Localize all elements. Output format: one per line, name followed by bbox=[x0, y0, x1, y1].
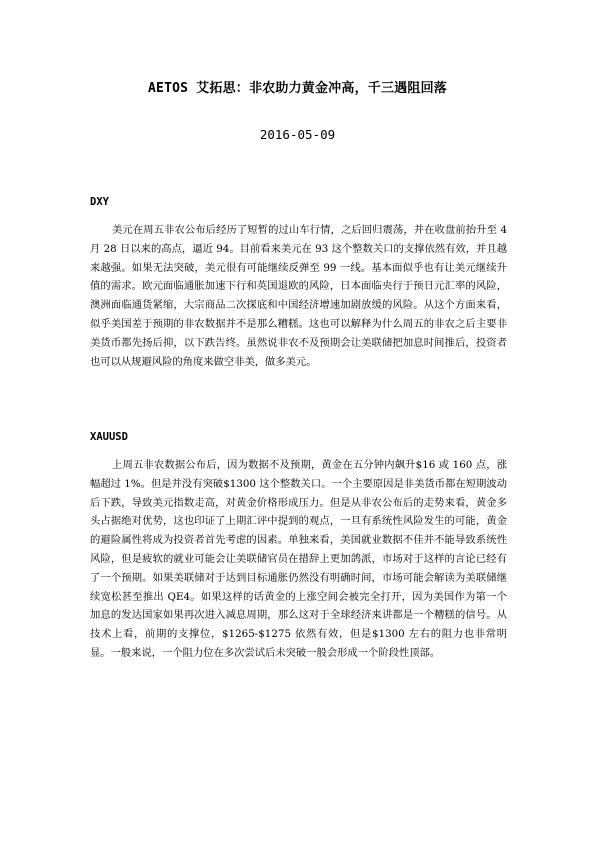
section-body-dxy: 美元在周五非农公布后经历了短暂的过山车行情，之后回归震荡，并在收盘前抬升至 4 月 28 日以来的高点，逼近 94。目前看来美元在 93 这个整数关口的支撑依然有效，并且越来越强。如果无法突破，美元很有可能继续反弹至 99 一线。基本面似乎也有让美元继续升值的需求。欧元面临通胀加速下行和英国退欧的风险，日本面临央行于预日元汇率的风险，澳洲面临通货紧缩，大宗商品二次探底和中国经济增速加剧放缓的风险。从这个方面来看，似乎美国差于预期的非农数据并不是那么糟糕。这也可以解释为什么周五的非农之后主要非美货币都先扬后抑，以下跌告终。虽然说非农不及预期会让美联储把加息时间推后，投资者也可以从规避风险的角度来做空非美，做多美元。 bbox=[90, 224, 507, 368]
section-heading-dxy: DXY bbox=[90, 196, 109, 208]
section-heading-xauusd: XAUUSD bbox=[90, 431, 128, 443]
document-date: 2016-05-09 bbox=[259, 127, 336, 142]
section-body-xauusd: 上周五非农数据公布后，因为数据不及预期，黄金在五分钟内飙升$16 或 160 点，涨幅超过 1%。但是并没有突破$1300 这个整数关口。一个主要原因是非美货币都在短期波动后下跌，导致美元指数走高，对黄金价格形成压力。但是从非农公布后的走势来看，黄金多头占据绝对优势，这也印证了上期汇评中提到的观点，一旦有系统性风险发生的可能，黄金的避险属性将成为投资者首先考虑的因素。单独来看，美国就业数据不佳并不能导致系统性风险，但是疲软的就业可能会让美联储官员在措辞上更加鸽派，市场对于这样的言论已经有了一个预期。如果美联储对于达到目标通胀仍然没有明确时间，市场可能会解读为美联储继续宽松甚至推出 QE4。如果这样的话黄金的上涨空间会被完全打开，因为美国作为第一个加息的发达国家如果再次进入减息周期，那么这对于全球经济来讲都是一个糟糕的信号。从技术上看，前期的支撑位，$1265-$1275 依然有效，但是$1300 左右的阻力也非常明显。一般来说，一个阻力位在多次尝试后未突破一般会形成一个阶段性顶部。 bbox=[90, 459, 507, 659]
document-title: AETOS 艾拓思：非农助力黄金冲高，千三遇阻回落 bbox=[148, 81, 447, 96]
